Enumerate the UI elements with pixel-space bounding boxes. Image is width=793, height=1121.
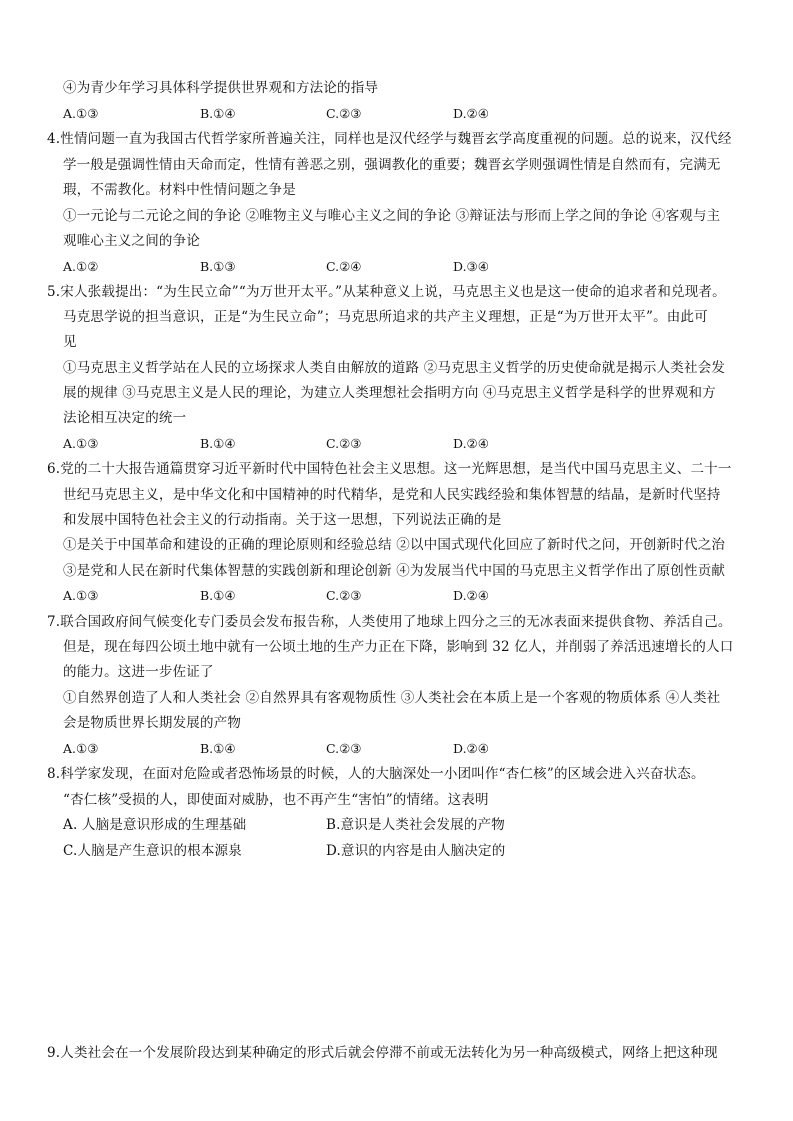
q3-option-a: A.①③ xyxy=(63,106,99,121)
q7-stem-line-3: 的能力。这进一步佐证了 xyxy=(63,664,214,680)
q3-option-c: C.②③ xyxy=(326,106,362,121)
q6-option-a: A.①③ xyxy=(63,588,99,603)
q6-stem-line-2: 世纪马克思主义，是中华文化和中国精神的时代精华，是党和人民实践经验和集体智慧的结晶，是新时代坚持 xyxy=(63,487,721,503)
q8-stem-line-2: “杏仁核”受损的人，即使面对威胁，也不再产生“害怕”的情绪。这表明 xyxy=(63,792,489,808)
q7-items-line-2: 会是物质世界长期发展的产物 xyxy=(63,715,242,731)
q5-items-line-1: ①马克思主义哲学站在人民的立场探求人类自由解放的道路 ②马克思主义哲学的历史使命就是揭示人类社会发 xyxy=(63,360,726,376)
q8-option-d: D.意识的内容是由人脑决定的 xyxy=(326,843,506,859)
q5-stem-line-3: 见 xyxy=(63,334,77,350)
q4-option-c: C.②④ xyxy=(326,259,362,274)
q6-option-d: D.②④ xyxy=(453,588,489,603)
q8-option-b: B.意识是人类社会发展的产物 xyxy=(326,817,506,833)
q7-option-a: A.①③ xyxy=(63,741,99,756)
q7-option-c: C.②③ xyxy=(326,741,362,756)
q5-items-line-2: 展的规律 ③马克思主义是人民的理论，为建立人类理想社会指明方向 ④马克思主义哲学是科学的世界观和方 xyxy=(63,385,716,401)
q4-option-b: B.①③ xyxy=(200,259,236,274)
q3-option-b: B.①④ xyxy=(200,106,236,121)
q4-items-line-1: ①一元论与二元论之间的争论 ②唯物主义与唯心主义之间的争论 ③辩证法与形而上学之间的争论 ④客观与主 xyxy=(63,208,721,224)
q7-stem-line-1: 7.联合国政府间气候变化专门委员会发布报告称，人类使用了地球上四分之三的无冰表面来提供食物、养活自己。 xyxy=(47,614,732,630)
q6-option-c: C.②③ xyxy=(326,588,362,603)
q6-stem-line-1: 6.党的二十大报告通篇贯穿习近平新时代中国特色社会主义思想。这一光辉思想，是当代中国马克思主义、二十一 xyxy=(47,461,732,477)
q8-option-c: C.人脑是产生意识的根本源泉 xyxy=(63,843,242,859)
q7-option-d: D.②④ xyxy=(453,741,489,756)
q6-items-line-1: ①是关于中国革命和建设的正确的理论原则和经验总结 ②以中国式现代化回应了新时代之问，开创新时代之治 xyxy=(63,537,726,553)
q9-stem-line-1: 9.人类社会在一个发展阶段达到某种确定的形式后就会停滞不前或无法转化为另一种高级模式，网络上把这种现 xyxy=(47,1045,718,1061)
q5-stem-line-2: 马克思学说的担当意识，正是“为生民立命”；马克思所追求的共产主义理想，正是“为万世开太平”。由此可 xyxy=(63,309,708,325)
q3-option-d: D.②④ xyxy=(453,106,489,121)
q4-option-a: A.①② xyxy=(63,259,99,274)
q8-stem-line-1: 8.科学家发现，在面对危险或者恐怖场景的时候，人的大脑深处一小团叫作“杏仁核”的区域会进入兴奋状态。 xyxy=(47,766,705,782)
q7-items-line-1: ①自然界创造了人和人类社会 ②自然界具有客观物质性 ③人类社会在本质上是一个客观的物质体系 ④人类社 xyxy=(63,690,721,706)
q3-item-4: ④为青少年学习具体科学提供世界观和方法论的指导 xyxy=(63,80,379,96)
q4-stem-line-2: 学一般是强调性情由天命而定，性情有善恶之别，强调教化的重要；魏晋玄学则强调性情是自然而有，完满无 xyxy=(63,157,721,173)
q5-items-line-3: 法论相互决定的统一 xyxy=(63,410,187,426)
q4-stem-line-3: 瑕，不需教化。材料中性情问题之争是 xyxy=(63,182,296,198)
q5-option-d: D.②④ xyxy=(453,436,489,451)
q6-items-line-2: ③是党和人民在新时代集体智慧的实践创新和理论创新 ④为发展当代中国的马克思主义哲学作出了原创性贡献 xyxy=(63,563,726,579)
q4-option-d: D.③④ xyxy=(453,259,489,274)
q5-option-c: C.②③ xyxy=(326,436,362,451)
q7-stem-line-2: 但是，现在每四公顷土地中就有一公顷土地的生产力正在下降，影响到 32 亿人，并削弱了养活迅速增长的人口 xyxy=(63,639,734,655)
q4-items-line-2: 观唯心主义之间的争论 xyxy=(63,233,200,249)
q5-option-b: B.①④ xyxy=(200,436,236,451)
q4-stem-line-1: 4.性情问题一直为我国古代哲学家所普遍关注，同样也是汉代经学与魏晋玄学高度重视的问题。总的说来，汉代经 xyxy=(47,131,732,147)
q5-option-a: A.①③ xyxy=(63,436,99,451)
q6-option-b: B.①④ xyxy=(200,588,236,603)
q8-option-a: A. 人脑是意识形成的生理基础 xyxy=(63,817,247,833)
q7-option-b: B.①④ xyxy=(200,741,236,756)
q5-stem-line-1: 5.宋人张载提出：“为生民立命”“为万世开太平。”从某种意义上说，马克思主义也是这一使命的追求者和兑现者。 xyxy=(47,284,726,300)
q6-stem-line-3: 和发展中国特色社会主义的行动指南。关于这一思想，下列说法正确的是 xyxy=(63,512,502,528)
